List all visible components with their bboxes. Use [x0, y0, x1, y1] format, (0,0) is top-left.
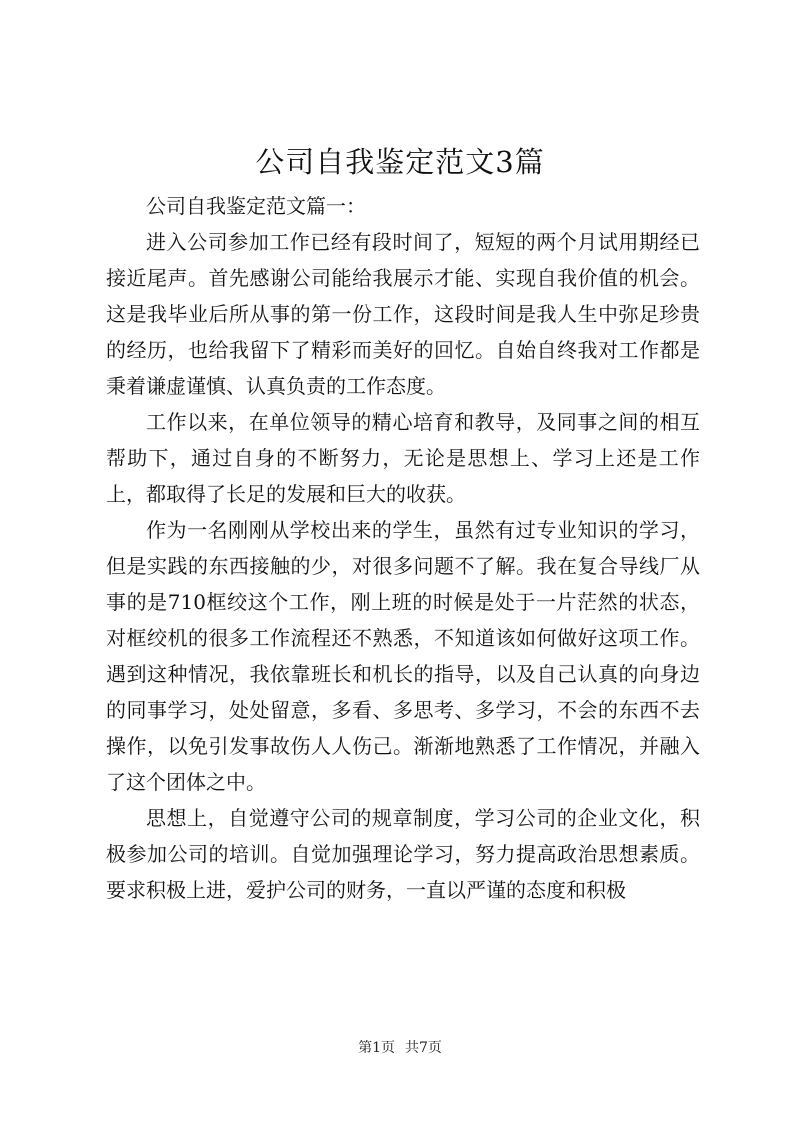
document-title: 公司自我鉴定范文3篇 — [255, 145, 545, 179]
paragraph-2: 工作以来，在单位领导的精心培育和教导，及同事之间的相互帮助下，通过自身的不断努力，无论是思想上、学习上还是工作上，都取得了长足的发展和巨大的收获。 — [106, 410, 700, 506]
page-footer — [0, 1038, 800, 1058]
page-number-total: 共7页 — [405, 1040, 442, 1056]
page-number-current: 第1页 — [358, 1040, 395, 1056]
paragraph-1: 进入公司参加工作已经有段时间了，短短的两个月试用期经已接近尾声。首先感谢公司能给我展示才能、实现自我价值的机会。这是我毕业后所从事的第一份工作，这段时间是我人生中弥足珍贵的经历，也给我留下了精彩而美好的回忆。自始自终我对工作都是秉着谦虚谨慎、认真负责的工作态度。 — [106, 230, 700, 398]
paragraph-4: 思想上，自觉遵守公司的规章制度，学习公司的企业文化，积极参加公司的培训。自觉加强理论学习，努力提高政治思想素质。要求积极上进，爱护公司的财务，一直以严谨的态度和积极 — [106, 806, 700, 902]
section-heading: 公司自我鉴定范文篇一： — [146, 194, 366, 218]
paragraph-3: 作为一名刚刚从学校出来的学生，虽然有过专业知识的学习，但是实践的东西接触的少，对很多问题不了解。我在复合导线厂从事的是710框绞这个工作，刚上班的时候是处于一片茫然的状态，对框绞机的很多工作流程还不熟悉，不知道该如何做好这项工作。遇到这种情况，我依靠班长和机长的指导，以及自己认真的向身边的同事学习，处处留意，多看、多思考、多学习，不会的东西不去操作，以免引发事故伤人人伤己。渐渐地熟悉了工作情况，并融入了这个团体之中。 — [106, 518, 700, 794]
document-body — [106, 188, 700, 908]
